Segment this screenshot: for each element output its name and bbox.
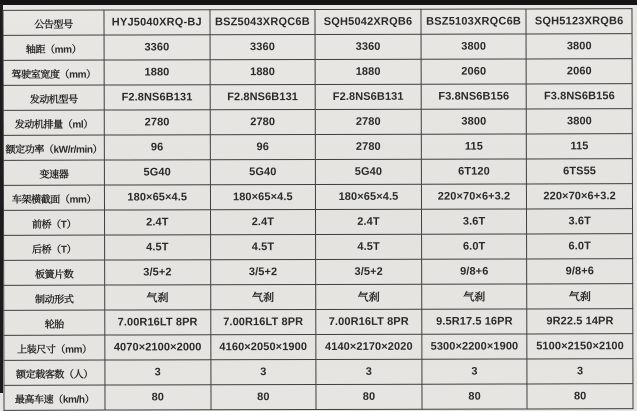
spec-value-cell: 1880 bbox=[210, 60, 316, 85]
spec-value-cell: 180×65×4.5 bbox=[210, 185, 316, 210]
spec-value-cell: 3800 bbox=[526, 34, 632, 59]
scanner-edge-top bbox=[0, 0, 637, 5]
spec-value-cell: F2.8NS6B131 bbox=[315, 84, 421, 109]
spec-value-cell: 气刹 bbox=[210, 285, 316, 310]
spec-row bbox=[4, 259, 633, 286]
model-header-cell: BSZ5043XRQC6B bbox=[210, 10, 316, 35]
spec-label-cell: 上装尺寸（mm） bbox=[4, 335, 105, 360]
spec-value-cell: 3 bbox=[422, 359, 528, 384]
model-header-cell: SQH5123XRQB6 bbox=[526, 9, 632, 34]
spec-value-cell: 6T120 bbox=[421, 159, 527, 184]
spec-value-cell: 80 bbox=[422, 384, 528, 409]
spec-value-cell: F2.8NS6B131 bbox=[104, 85, 210, 110]
spec-value-cell: 180×65×4.5 bbox=[104, 185, 210, 210]
header-label-cell: 公告型号 bbox=[3, 10, 104, 35]
spec-row bbox=[4, 284, 633, 311]
spec-label-cell: 板簧片数 bbox=[4, 260, 105, 285]
spec-value-cell: 2780 bbox=[210, 110, 316, 135]
spec-value-cell: F3.8NS6B156 bbox=[527, 84, 633, 109]
spec-row bbox=[3, 109, 632, 136]
spec-label-cell: 轴距（mm） bbox=[3, 35, 104, 60]
spec-value-cell: 3 bbox=[105, 360, 211, 385]
spec-label-cell: 后桥（T） bbox=[4, 235, 105, 260]
model-header-cell: HYJ5040XRQ-BJ bbox=[104, 10, 210, 35]
spec-value-cell: 5G40 bbox=[316, 159, 422, 184]
spec-value-cell: 9/8+6 bbox=[527, 259, 633, 284]
spec-row bbox=[3, 59, 632, 86]
spec-value-cell: 1880 bbox=[104, 60, 210, 85]
spec-value-cell: 9R22.5 14PR bbox=[527, 309, 633, 334]
model-header-cell: BSZ5103XRQC6B bbox=[421, 9, 527, 34]
spec-value-cell: 3360 bbox=[104, 35, 210, 60]
spec-table-body bbox=[3, 34, 633, 411]
spec-value-cell: 220×70×6+3.2 bbox=[527, 184, 633, 209]
spec-value-cell: 220×70×6+3.2 bbox=[421, 184, 527, 209]
spec-row bbox=[3, 134, 632, 161]
spec-value-cell: 4160×2050×1900 bbox=[210, 335, 316, 360]
spec-row bbox=[3, 84, 632, 111]
spec-label-cell: 前桥（T） bbox=[4, 210, 105, 235]
spec-value-cell: 2780 bbox=[104, 110, 210, 135]
spec-value-cell: 2060 bbox=[526, 59, 632, 84]
spec-value-cell: 80 bbox=[211, 385, 317, 410]
spec-value-cell: 3.6T bbox=[421, 209, 527, 234]
spec-value-cell: F2.8NS6B131 bbox=[210, 85, 316, 110]
spec-value-cell: 2780 bbox=[315, 134, 421, 159]
spec-value-cell: 3 bbox=[316, 359, 422, 384]
spec-row bbox=[3, 34, 632, 61]
spec-row bbox=[4, 384, 633, 411]
spec-value-cell: 2.4T bbox=[210, 210, 316, 235]
spec-row bbox=[4, 359, 633, 386]
spec-value-cell: 3360 bbox=[210, 35, 316, 60]
spec-value-cell: 80 bbox=[105, 385, 211, 410]
spec-value-cell: 2.4T bbox=[105, 210, 211, 235]
model-header-cell: SQH5042XRQB6 bbox=[315, 9, 421, 34]
spec-value-cell: 4.5T bbox=[105, 235, 211, 260]
spec-row bbox=[4, 234, 633, 261]
spec-value-cell: 1880 bbox=[315, 59, 421, 84]
spec-value-cell: 80 bbox=[316, 384, 422, 409]
spec-row bbox=[4, 309, 633, 336]
spec-value-cell: 4140×2170×2020 bbox=[316, 334, 422, 359]
spec-value-cell: 4070×2100×2000 bbox=[105, 335, 211, 360]
spec-value-cell: 7.00R16LT 8PR bbox=[210, 310, 316, 335]
spec-label-cell: 最高车速（km/h） bbox=[4, 385, 105, 410]
spec-value-cell: 3800 bbox=[421, 109, 527, 134]
spec-value-cell: 气刹 bbox=[421, 284, 527, 309]
spec-label-cell: 额定功率（kW/r/min） bbox=[3, 135, 104, 160]
spec-value-cell: 2780 bbox=[315, 109, 421, 134]
spec-value-cell: 2060 bbox=[421, 59, 527, 84]
spec-label-cell: 额定载客数（人） bbox=[4, 360, 105, 385]
spec-value-cell: 气刹 bbox=[316, 284, 422, 309]
spec-label-cell: 发动机排量（ml） bbox=[3, 110, 104, 135]
spec-row bbox=[4, 334, 633, 361]
spec-value-cell: 气刹 bbox=[105, 285, 211, 310]
spec-label-cell: 变速器 bbox=[3, 160, 104, 185]
spec-label-cell: 轮胎 bbox=[4, 310, 105, 335]
spec-value-cell: 9/8+6 bbox=[421, 259, 527, 284]
spec-value-cell: 4.5T bbox=[210, 235, 316, 260]
spec-value-cell: 180×65×4.5 bbox=[316, 184, 422, 209]
spec-value-cell: 7.00R16LT 8PR bbox=[316, 309, 422, 334]
spec-value-cell: 3 bbox=[210, 360, 316, 385]
spec-value-cell: 80 bbox=[527, 384, 633, 409]
spec-label-cell: 车架横截面（mm） bbox=[3, 185, 104, 210]
spec-value-cell: 96 bbox=[104, 135, 210, 160]
spec-value-cell: 3800 bbox=[527, 109, 633, 134]
spec-value-cell: F3.8NS6B156 bbox=[421, 84, 527, 109]
spec-value-cell: 3/5+2 bbox=[105, 260, 211, 285]
spec-value-cell: 3.6T bbox=[527, 209, 633, 234]
spec-value-cell: 6.0T bbox=[421, 234, 527, 259]
spec-value-cell: 115 bbox=[421, 134, 527, 159]
spec-value-cell: 4.5T bbox=[316, 234, 422, 259]
spec-value-cell: 115 bbox=[527, 134, 633, 159]
spec-value-cell: 气刹 bbox=[527, 284, 633, 309]
spec-value-cell: 6TS55 bbox=[527, 159, 633, 184]
spec-value-cell: 3/5+2 bbox=[210, 260, 316, 285]
spec-value-cell: 7.00R16LT 8PR bbox=[105, 310, 211, 335]
spec-value-cell: 5300×2200×1900 bbox=[422, 334, 528, 359]
spec-value-cell: 3800 bbox=[421, 34, 527, 59]
spec-row bbox=[3, 184, 632, 211]
spec-value-cell: 6.0T bbox=[527, 234, 633, 259]
spec-label-cell: 驾驶室宽度（mm） bbox=[3, 60, 104, 85]
spec-value-cell: 3360 bbox=[315, 34, 421, 59]
spec-value-cell: 5100×2150×2100 bbox=[527, 334, 633, 359]
spec-value-cell: 3/5+2 bbox=[316, 259, 422, 284]
spec-label-cell: 发动机型号 bbox=[3, 85, 104, 110]
spec-value-cell: 5G40 bbox=[104, 160, 210, 185]
spec-row bbox=[4, 209, 633, 236]
spec-value-cell: 3 bbox=[527, 359, 633, 384]
spec-label-cell: 制动形式 bbox=[4, 285, 105, 310]
vehicle-spec-table bbox=[2, 8, 633, 411]
spec-value-cell: 9.5R17.5 16PR bbox=[422, 309, 528, 334]
spec-row bbox=[3, 159, 632, 186]
spec-value-cell: 2.4T bbox=[316, 209, 422, 234]
spec-value-cell: 5G40 bbox=[210, 160, 316, 185]
header-row bbox=[3, 9, 632, 36]
spec-value-cell: 96 bbox=[210, 135, 316, 160]
